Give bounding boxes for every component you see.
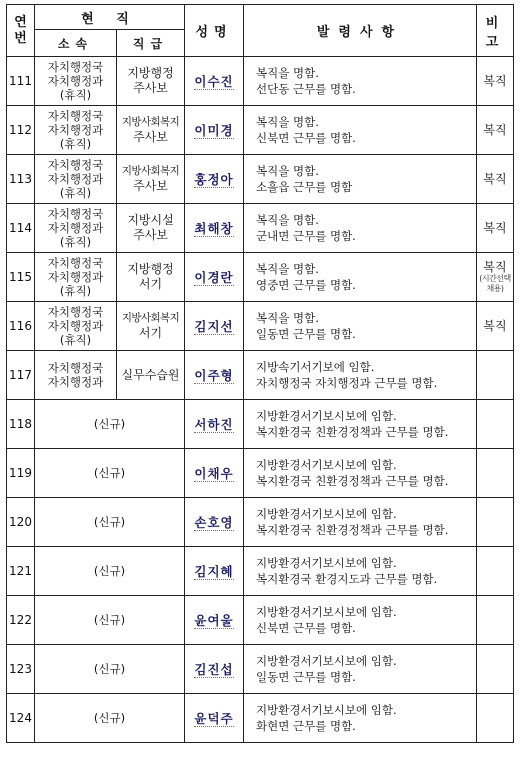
- order-line: 지방속기서기보에 임함.: [256, 360, 375, 374]
- order-line: 신북면 근무를 명함.: [256, 131, 356, 145]
- affiliation-line: (휴직): [59, 333, 92, 347]
- grade-line: 실무수습원: [121, 367, 180, 382]
- affiliation-cell: [35, 547, 185, 596]
- serial-number: 121: [7, 547, 35, 596]
- grade-cell: [117, 351, 185, 400]
- table-row: [7, 449, 514, 498]
- grade-cell: [117, 155, 185, 204]
- name-cell: [185, 106, 244, 155]
- remarks-cell: [477, 57, 514, 106]
- person-name: 손호영: [194, 515, 234, 530]
- affiliation-line: (신규): [93, 417, 126, 431]
- affiliation-cell: [35, 498, 185, 547]
- affiliation-line: 자치행정국: [47, 60, 104, 74]
- personnel-order-table: [6, 4, 514, 743]
- affiliation-line: 자치행정국: [47, 158, 104, 172]
- serial-number: 111: [7, 57, 35, 106]
- affiliation-line: (신규): [93, 564, 126, 578]
- order-line: 지방환경서기보시보에 임함.: [256, 654, 397, 668]
- name-header: 성명: [185, 5, 244, 57]
- order-cell: [244, 155, 477, 204]
- remarks-cell: [477, 106, 514, 155]
- remarks-text: 복직: [483, 319, 507, 333]
- order-line: 복직을 명함.: [256, 164, 319, 178]
- grade-cell: [117, 106, 185, 155]
- affiliation-line: 자치행정과: [47, 221, 104, 235]
- serial-number: 113: [7, 155, 35, 204]
- order-line: 화현면 근무를 명함.: [256, 719, 356, 733]
- table-row: [7, 351, 514, 400]
- affiliation-line: (휴직): [59, 235, 92, 249]
- affiliation-line: 자치행정과: [47, 172, 104, 186]
- grade-cell: [117, 57, 185, 106]
- name-cell: [185, 204, 244, 253]
- grade-line: 지방행정: [127, 262, 174, 276]
- order-header: 발령사항: [244, 5, 477, 57]
- name-cell: [185, 302, 244, 351]
- affiliation-line: 자치행정과: [47, 123, 104, 137]
- affiliation-line: 자치행정국: [47, 305, 104, 319]
- affiliation-cell: [35, 253, 117, 302]
- remarks-cell: [477, 302, 514, 351]
- order-line: 지방환경서기보시보에 임함.: [256, 458, 397, 472]
- order-cell: [244, 449, 477, 498]
- name-cell: [185, 645, 244, 694]
- table-row: [7, 204, 514, 253]
- grade-line: 지방시설: [127, 213, 174, 227]
- name-cell: [185, 253, 244, 302]
- affiliation-line: (휴직): [59, 137, 92, 151]
- affiliation-cell: [35, 694, 185, 743]
- remarks-cell: [477, 155, 514, 204]
- order-line: 일동면 근무를 명함.: [256, 327, 356, 341]
- affiliation-line: 자치행정국: [47, 109, 104, 123]
- affiliation-cell: [35, 204, 117, 253]
- serial-number: 112: [7, 106, 35, 155]
- table-row: [7, 547, 514, 596]
- affiliation-cell: [35, 400, 185, 449]
- table-row: [7, 57, 514, 106]
- affiliation-line: (신규): [93, 466, 126, 480]
- personnel-order-document: [6, 4, 514, 743]
- affiliation-cell: [35, 449, 185, 498]
- serial-number: 117: [7, 351, 35, 400]
- order-line: 일동면 근무를 명함.: [256, 670, 356, 684]
- person-name: 이경란: [194, 270, 234, 285]
- remarks-cell: [477, 449, 514, 498]
- remarks-header: 비고: [477, 5, 514, 57]
- table-header: [7, 5, 514, 57]
- remarks-text: 복직: [483, 123, 507, 137]
- order-cell: [244, 498, 477, 547]
- serial-number: 124: [7, 694, 35, 743]
- remarks-cell: [477, 498, 514, 547]
- grade-line: 지방사회복지: [121, 165, 180, 177]
- remarks-text: 복직: [483, 221, 507, 235]
- remarks-cell: [477, 204, 514, 253]
- person-name: 이채우: [194, 466, 234, 481]
- order-line: 영중면 근무를 명함.: [256, 278, 356, 292]
- affiliation-line: 자치행정과: [47, 74, 104, 88]
- person-name: 이미경: [194, 123, 234, 138]
- table-row: [7, 106, 514, 155]
- name-cell: [185, 694, 244, 743]
- affiliation-line: (신규): [93, 711, 126, 725]
- table-row: [7, 694, 514, 743]
- name-cell: [185, 400, 244, 449]
- serial-number: 116: [7, 302, 35, 351]
- affiliation-cell: [35, 351, 117, 400]
- order-cell: [244, 302, 477, 351]
- remarks-cell: [477, 596, 514, 645]
- grade-line: 서기: [138, 326, 163, 340]
- order-line: 군내면 근무를 명함.: [256, 229, 356, 243]
- affiliation-line: 자치행정과: [47, 270, 104, 284]
- name-cell: [185, 155, 244, 204]
- serial-number: 115: [7, 253, 35, 302]
- order-cell: [244, 694, 477, 743]
- affiliation-line: (신규): [93, 662, 126, 676]
- table-row: [7, 498, 514, 547]
- serial-header: [7, 5, 35, 57]
- order-cell: [244, 57, 477, 106]
- order-line: 소흘읍 근무를 명함: [256, 180, 353, 194]
- table-row: [7, 302, 514, 351]
- grade-line: 주사보: [133, 81, 168, 95]
- order-line: 복지환경국 환경지도과 근무를 명함.: [256, 572, 438, 586]
- order-line: 복직을 명함.: [256, 213, 319, 227]
- name-cell: [185, 498, 244, 547]
- order-cell: [244, 547, 477, 596]
- affiliation-line: 자치행정국: [47, 256, 104, 270]
- name-cell: [185, 57, 244, 106]
- remarks-text: 복직: [483, 172, 507, 186]
- table-row: [7, 155, 514, 204]
- table-row: [7, 645, 514, 694]
- order-line: 복지환경국 친환경정책과 근무를 명함.: [256, 523, 449, 537]
- person-name: 윤여울: [194, 613, 234, 628]
- affiliation-header: 소속: [35, 30, 117, 57]
- affiliation-line: (신규): [93, 613, 126, 627]
- name-cell: [185, 449, 244, 498]
- grade-cell: [117, 253, 185, 302]
- grade-line: 주사보: [133, 228, 168, 242]
- person-name: 김지혜: [194, 564, 234, 579]
- order-line: 지방환경서기보시보에 임함.: [256, 703, 397, 717]
- serial-number: 120: [7, 498, 35, 547]
- order-line: 복지환경국 친환경정책과 근무를 명함.: [256, 474, 449, 488]
- table-row: [7, 253, 514, 302]
- affiliation-cell: [35, 106, 117, 155]
- order-line: 복직을 명함.: [256, 311, 319, 325]
- grade-cell: [117, 302, 185, 351]
- grade-line: 서기: [138, 277, 163, 291]
- remarks-cell: [477, 400, 514, 449]
- affiliation-line: (휴직): [59, 88, 92, 102]
- person-name: 김지선: [194, 319, 234, 334]
- table-row: [7, 596, 514, 645]
- name-cell: [185, 596, 244, 645]
- order-line: 지방환경서기보시보에 임함.: [256, 605, 397, 619]
- name-cell: [185, 547, 244, 596]
- remarks-text: 복직: [483, 74, 507, 88]
- affiliation-cell: [35, 596, 185, 645]
- serial-number: 123: [7, 645, 35, 694]
- grade-cell: [117, 204, 185, 253]
- affiliation-line: (신규): [93, 515, 126, 529]
- remarks-cell: [477, 351, 514, 400]
- remarks-cell: [477, 253, 514, 302]
- serial-number: 118: [7, 400, 35, 449]
- order-cell: [244, 645, 477, 694]
- order-line: 복직을 명함.: [256, 66, 319, 80]
- grade-line: 지방행정: [127, 66, 174, 80]
- serial-header-label: 연번: [14, 14, 27, 46]
- grade-line: 지방사회복지: [121, 116, 180, 128]
- order-cell: [244, 596, 477, 645]
- affiliation-line: 자치행정과: [47, 319, 104, 333]
- affiliation-cell: [35, 57, 117, 106]
- person-name: 이주형: [194, 368, 234, 383]
- order-line: 지방환경서기보시보에 임함.: [256, 556, 397, 570]
- order-line: 신북면 근무를 명함.: [256, 621, 356, 635]
- order-line: 복직을 명함.: [256, 262, 319, 276]
- affiliation-cell: [35, 645, 185, 694]
- table-body: [7, 57, 514, 743]
- person-name: 윤덕주: [194, 711, 234, 726]
- person-name: 서하진: [194, 417, 234, 432]
- order-line: 지방환경서기보시보에 임함.: [256, 507, 397, 521]
- order-cell: [244, 253, 477, 302]
- affiliation-line: 자치행정과: [47, 375, 104, 389]
- table-row: [7, 400, 514, 449]
- order-line: 자치행정국 자치행정과 근무를 명함.: [256, 376, 438, 390]
- serial-number: 119: [7, 449, 35, 498]
- name-cell: [185, 351, 244, 400]
- order-cell: [244, 351, 477, 400]
- remarks-cell: [477, 694, 514, 743]
- serial-number: 122: [7, 596, 35, 645]
- affiliation-cell: [35, 302, 117, 351]
- order-line: 지방환경서기보시보에 임함.: [256, 409, 397, 423]
- remarks-cell: [477, 547, 514, 596]
- order-cell: [244, 204, 477, 253]
- order-cell: [244, 106, 477, 155]
- remarks-subnote: (시간선택 채용): [479, 274, 511, 293]
- person-name: 김진섭: [194, 662, 234, 677]
- person-name: 이수진: [194, 74, 234, 89]
- grade-line: 지방사회복지: [121, 312, 180, 324]
- order-line: 복지환경국 친환경정책과 근무를 명함.: [256, 425, 449, 439]
- affiliation-line: 자치행정국: [47, 361, 104, 375]
- grade-line: 주사보: [133, 130, 168, 144]
- remarks-cell: [477, 645, 514, 694]
- person-name: 최해창: [194, 221, 234, 236]
- remarks-text: 복직: [483, 260, 507, 274]
- order-cell: [244, 400, 477, 449]
- affiliation-line: 자치행정국: [47, 207, 104, 221]
- serial-number: 114: [7, 204, 35, 253]
- affiliation-cell: [35, 155, 117, 204]
- grade-line: 주사보: [133, 179, 168, 193]
- current-position-header: 현 직: [35, 5, 185, 30]
- order-line: 선단동 근무를 명함.: [256, 82, 356, 96]
- grade-header: 직급: [117, 30, 185, 57]
- person-name: 홍정아: [194, 172, 234, 187]
- affiliation-line: (휴직): [59, 186, 92, 200]
- affiliation-line: (휴직): [59, 284, 92, 298]
- order-line: 복직을 명함.: [256, 115, 319, 129]
